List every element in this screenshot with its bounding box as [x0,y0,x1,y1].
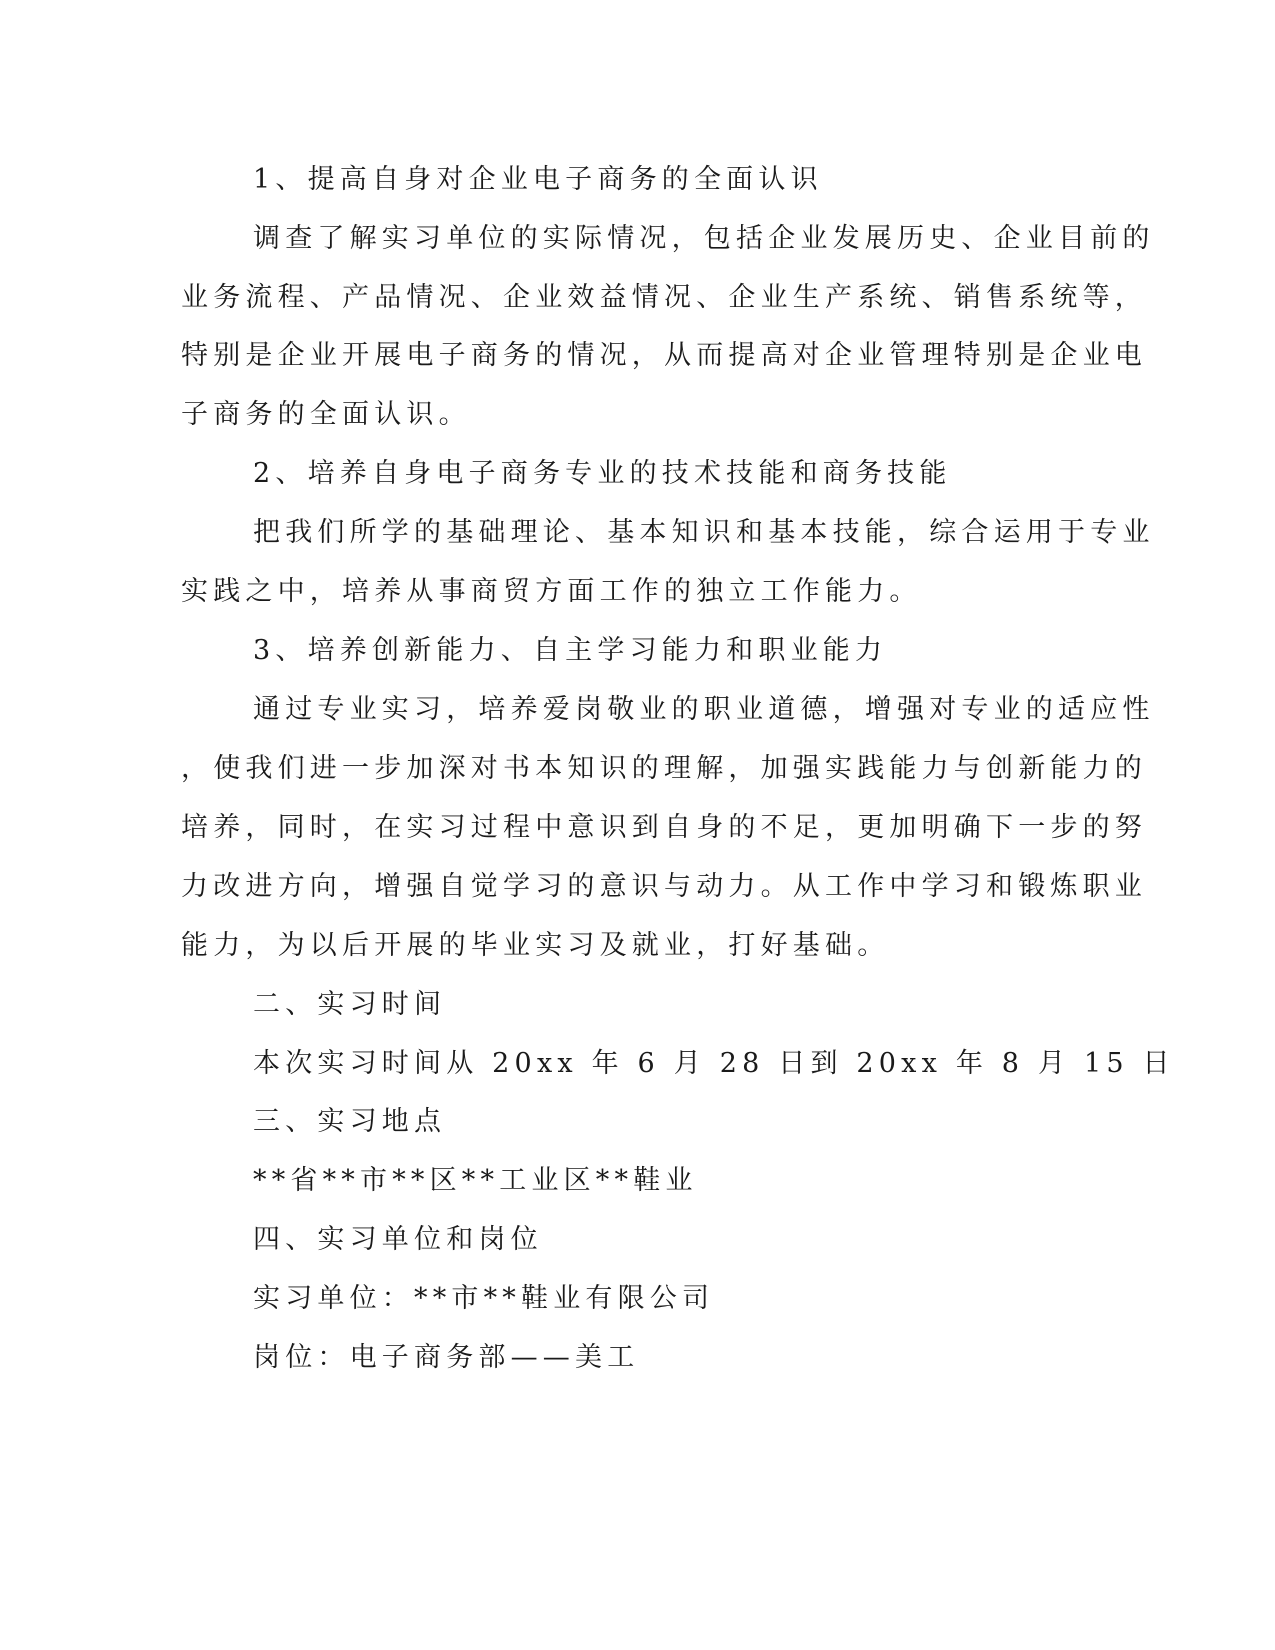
internship-unit-text: 实习单位：**市**鞋业有限公司 [253,1283,715,1314]
paragraph-line: ，使我们进一步加深对书本知识的理解，加强实践能力与创新能力的 [181,753,1147,784]
paragraph-line: 能力，为以后开展的毕业实习及就业，打好基础。 [181,930,890,961]
paragraph-line: 子商务的全面认识。 [181,399,471,430]
heading-goal-2: 2、培养自身电子商务专业的技术技能和商务技能 [253,458,952,489]
paragraph-line: 实践之中，培养从事商贸方面工作的独立工作能力。 [181,576,922,607]
section-heading-location: 三、实习地点 [253,1106,447,1137]
heading-goal-1: 1、提高自身对企业电子商务的全面认识 [253,164,823,195]
paragraph-line: 通过专业实习，培养爱岗敬业的职业道德，增强对专业的适应性 [253,694,1155,725]
paragraph-line: 特别是企业开展电子商务的情况，从而提高对企业管理特别是企业电 [181,340,1147,371]
paragraph-line: 把我们所学的基础理论、基本知识和基本技能，综合运用于专业 [253,517,1155,548]
paragraph-line: 力改进方向，增强自觉学习的意识与动力。从工作中学习和锻炼职业 [181,871,1147,902]
internship-location-text: **省**市**区**工业区**鞋业 [253,1165,698,1196]
paragraph-line: 培养，同时，在实习过程中意识到自身的不足，更加明确下一步的努 [181,812,1147,843]
section-heading-unit: 四、实习单位和岗位 [253,1224,543,1255]
internship-period-text: 本次实习时间从 20xx 年 6 月 28 日到 20xx 年 8 月 15 日 [253,1048,1175,1079]
paragraph-line: 调查了解实习单位的实际情况，包括企业发展历史、企业目前的 [253,223,1155,254]
heading-goal-3: 3、培养创新能力、自主学习能力和职业能力 [253,635,888,666]
internship-post-text: 岗位：电子商务部——美工 [253,1342,640,1373]
paragraph-line: 业务流程、产品情况、企业效益情况、企业生产系统、销售系统等， [181,282,1147,313]
section-heading-time: 二、实习时间 [253,989,447,1020]
